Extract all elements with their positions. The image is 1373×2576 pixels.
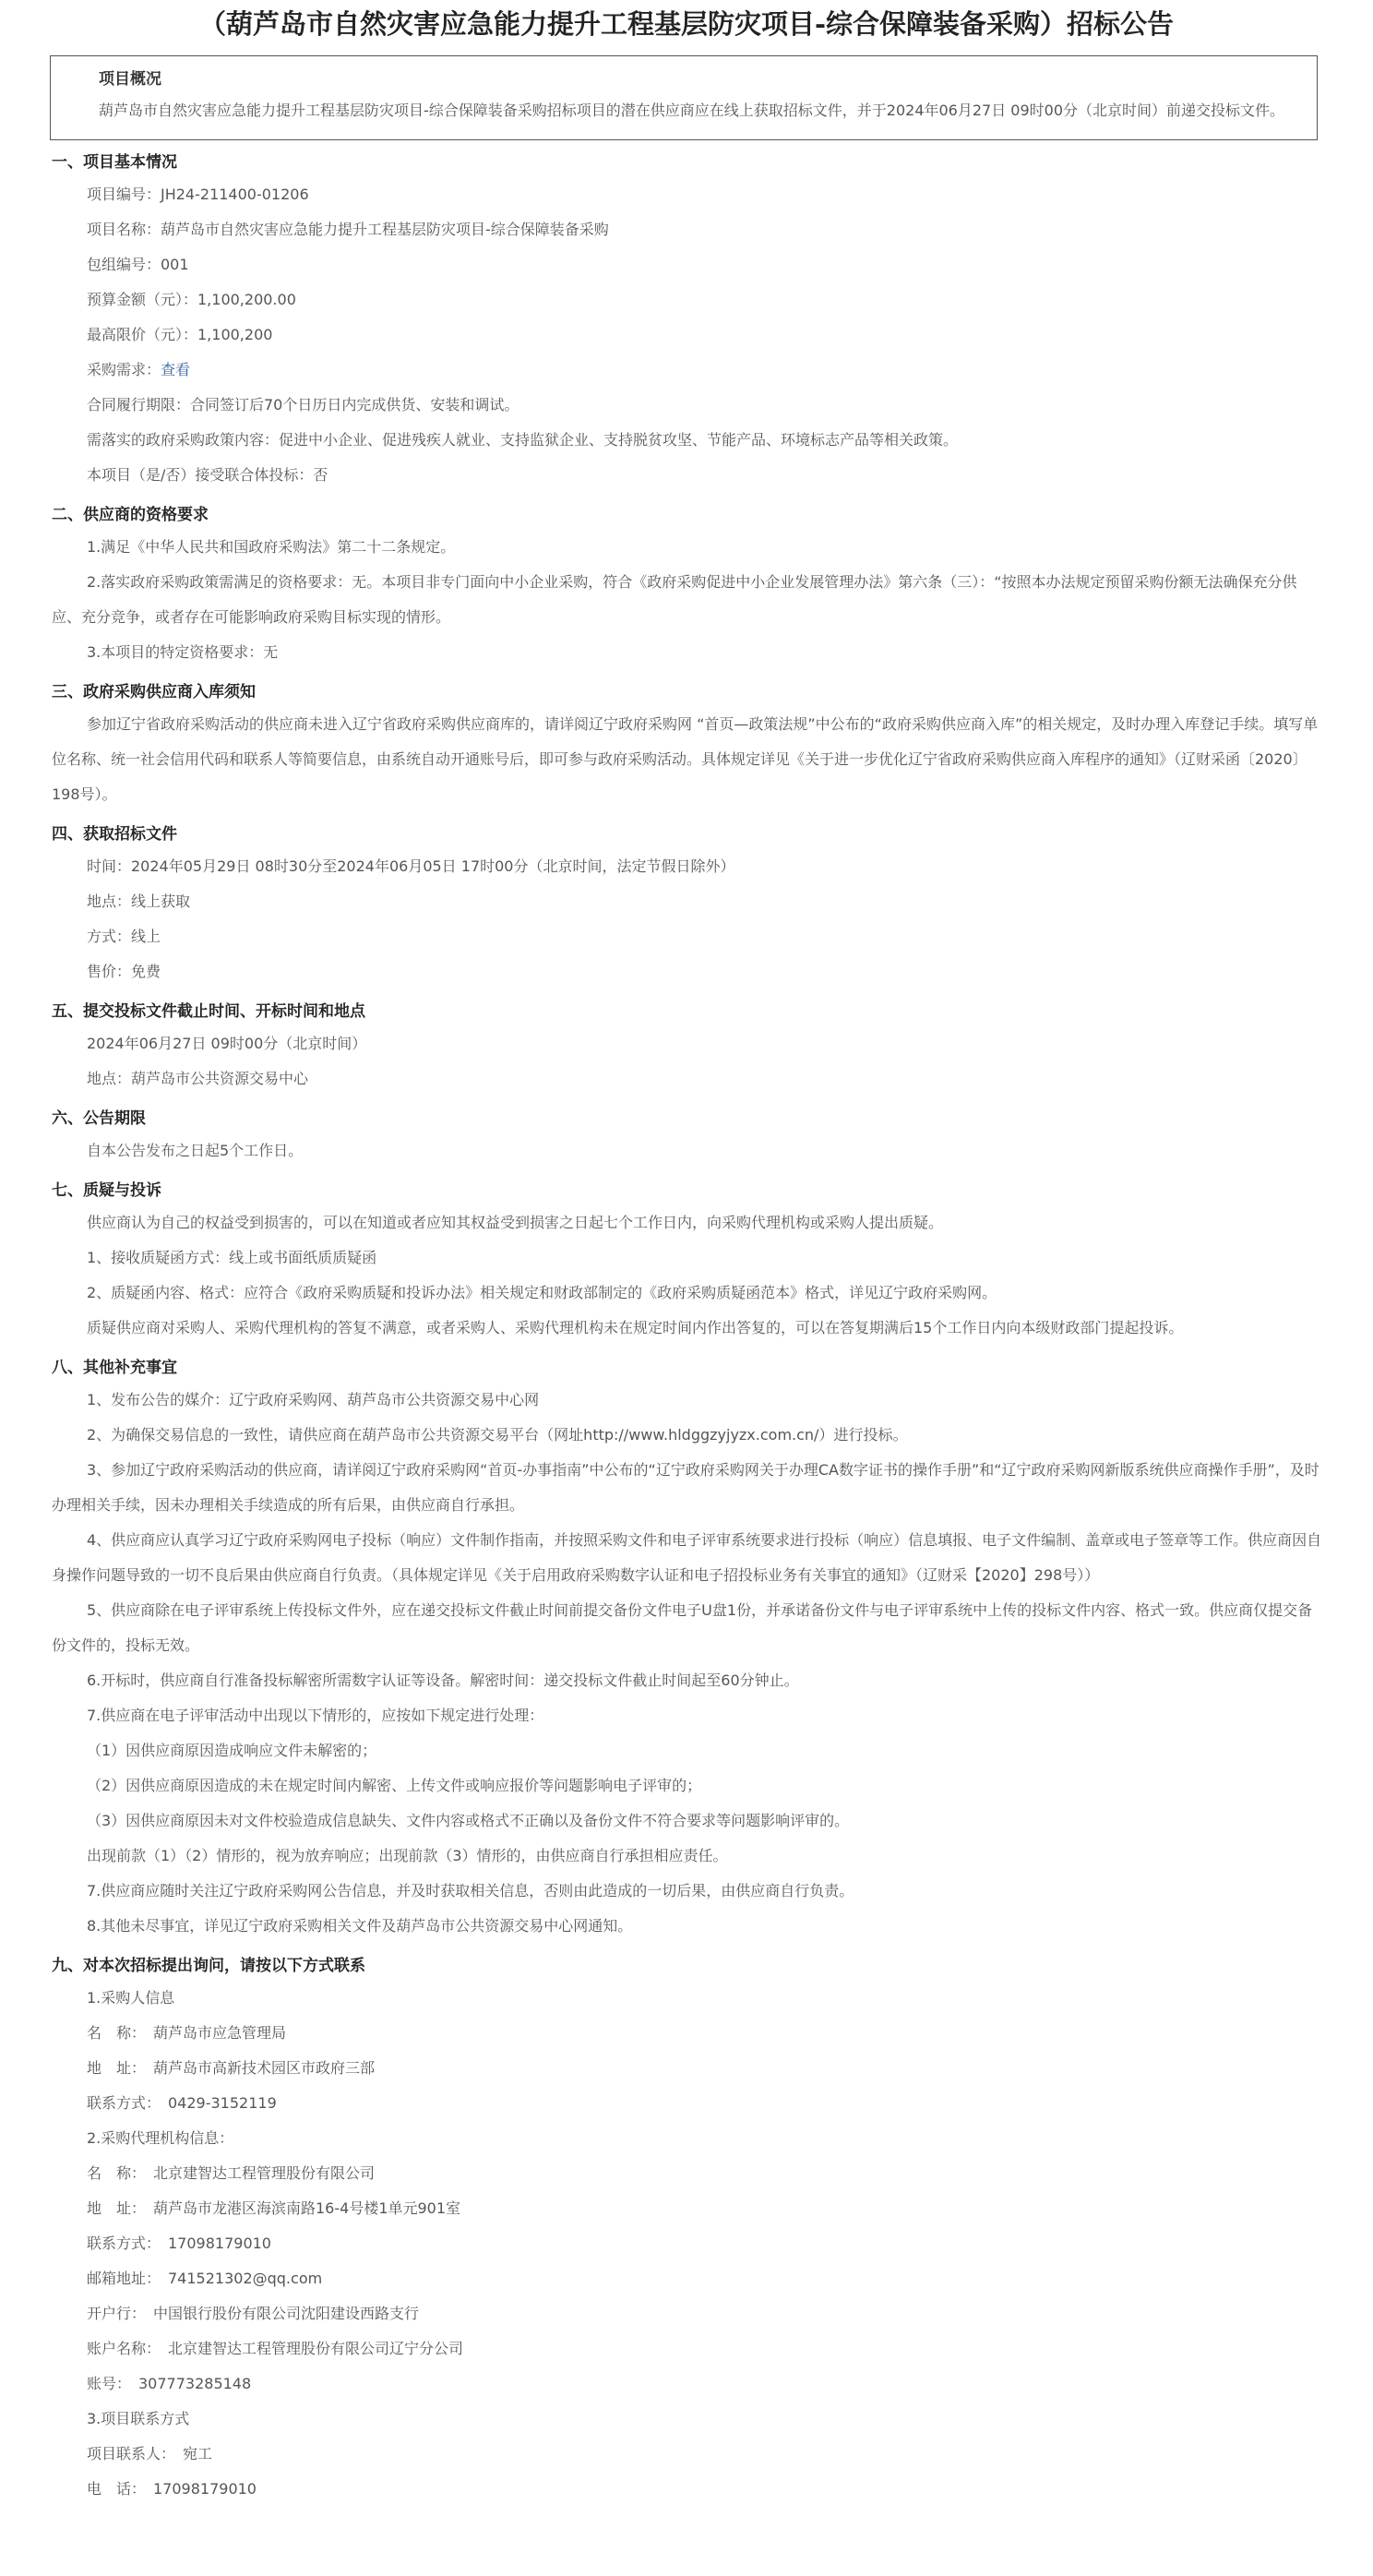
- obtain-time: 时间：2024年05月29日 08时30分至2024年06月05日 17时00分（北京时间，法定节假日除外）: [87, 857, 735, 875]
- section-heading: 三、政府采购供应商入库须知: [52, 683, 256, 701]
- contact-item: 地 址： 葫芦岛市高新技术园区市政府三部: [87, 2059, 376, 2077]
- contact-item: 名 称： 葫芦岛市应急管理局: [87, 2024, 287, 2042]
- other-item: 6.开标时，供应商自行准备投标解密所需数字认证等设备。解密时间：递交投标文件截止时间起至60分钟止。: [87, 1671, 799, 1689]
- other-item: （1）因供应商原因造成响应文件未解密的；: [87, 1742, 377, 1759]
- contact-item: 2.采购代理机构信息：: [87, 2129, 234, 2147]
- section-supplier-registration: [0, 677, 1373, 812]
- overview-heading: 项目概况: [99, 70, 161, 89]
- obtain-method: 方式：线上: [87, 928, 161, 945]
- section-contact: [0, 1951, 1373, 2507]
- procurement-demand-label: 采购需求：: [87, 361, 161, 378]
- section-heading: 四、获取招标文件: [52, 825, 177, 844]
- other-item: 3、参加辽宁政府采购活动的供应商，请详阅辽宁政府采购网“首页-办事指南”中公布的“辽宁政府采购网关于办理CA数字证书的操作手册”和“辽宁政府采购网新版系统供应商操作手册”，及时办理相关手续，因未办理相关手续造成的所有后果，由供应商自行承担。: [52, 1461, 1319, 1514]
- contact-item: 地 址： 葫芦岛市龙港区海滨南路16-4号楼1单元901室: [87, 2199, 461, 2217]
- other-item: 7.供应商应随时关注辽宁政府采购网公告信息，并及时获取相关信息，否则由此造成的一切后果，由供应商自行负责。: [87, 1882, 854, 1899]
- qualification-item: 2.落实政府采购政策需满足的资格要求：无。本项目非专门面向中小企业采购，符合《政府采购促进中小企业发展管理办法》第六条（三）：“按照本办法规定预留采购份额无法确保充分供应、充分竞争，或者存在可能影响政府采购目标实现的情形。: [52, 573, 1297, 626]
- project-name: 项目名称：葫芦岛市自然灾害应急能力提升工程基层防灾项目-综合保障装备采购: [87, 221, 609, 238]
- section-heading: 一、项目基本情况: [52, 153, 177, 172]
- contact-item: 联系方式： 0429-3152119: [87, 2094, 277, 2112]
- overview-text: 葫芦岛市自然灾害应急能力提升工程基层防灾项目-综合保障装备采购招标项目的潜在供应商应在线上获取招标文件，并于2024年06月27日 09时00分（北京时间）前递交投标文件。: [99, 102, 1285, 119]
- project-overview-box: [50, 55, 1318, 140]
- complaint-item: 质疑供应商对采购人、采购代理机构的答复不满意，或者采购人、采购代理机构未在规定时间内作出答复的，可以在答复期满后15个工作日内向本级财政部门提起投诉。: [87, 1319, 1184, 1336]
- other-item: 1、发布公告的媒介：辽宁政府采购网、葫芦岛市公共资源交易中心网: [87, 1391, 540, 1408]
- deadline-location: 地点：葫芦岛市公共资源交易中心: [87, 1070, 309, 1087]
- policy-content: 需落实的政府采购政策内容：促进中小企业、促进残疾人就业、支持监狱企业、支持脱贫攻坚、节能产品、环境标志产品等相关政策。: [87, 431, 959, 449]
- budget-amount: 预算金额（元）：1,100,200.00: [87, 291, 296, 308]
- contact-item: 电 话： 17098179010: [87, 2480, 257, 2498]
- qualification-item: 1.满足《中华人民共和国政府采购法》第二十二条规定。: [87, 538, 456, 556]
- obtain-price: 售价：免费: [87, 963, 161, 980]
- section-heading: 九、对本次招标提出询问，请按以下方式联系: [52, 1957, 365, 1975]
- complaint-item: 供应商认为自己的权益受到损害的，可以在知道或者应知其权益受到损害之日起七个工作日内，向采购代理机构或采购人提出质疑。: [87, 1214, 944, 1231]
- section-heading: 五、提交投标文件截止时间、开标时间和地点: [52, 1002, 365, 1021]
- section-qualifications: [0, 500, 1373, 670]
- contact-item: 邮箱地址： 741521302@qq.com: [87, 2270, 323, 2287]
- qualification-item: 3.本项目的特定资格要求：无: [87, 643, 279, 661]
- section-deadline: [0, 997, 1373, 1096]
- consortium-bidding: 本项目（是/否）接受联合体投标：否: [87, 466, 328, 484]
- view-demand-link[interactable]: 查看: [161, 361, 191, 378]
- section-basic-info: [0, 148, 1373, 493]
- other-item: 2、为确保交易信息的一致性，请供应商在葫芦岛市公共资源交易平台（网址http://www.hldggzyjyzx.com.cn/）进行投标。: [87, 1426, 908, 1444]
- obtain-location: 地点：线上获取: [87, 893, 191, 910]
- section-complaints: [0, 1176, 1373, 1346]
- package-number: 包组编号：001: [87, 256, 189, 273]
- other-item: 8.其他未尽事宜，详见辽宁政府采购相关文件及葫芦岛市公共资源交易中心网通知。: [87, 1917, 633, 1935]
- contact-item: 1.采购人信息: [87, 1989, 175, 2007]
- deadline-time: 2024年06月27日 09时00分（北京时间）: [87, 1035, 367, 1052]
- other-item: 7.供应商在电子评审活动中出现以下情形的，应按如下规定进行处理：: [87, 1707, 544, 1724]
- other-item: （3）因供应商原因未对文件校验造成信息缺失、文件内容或格式不正确以及备份文件不符合要求等问题影响评审的。: [87, 1812, 850, 1829]
- contact-item: 开户行： 中国银行股份有限公司沈阳建设西路支行: [87, 2305, 420, 2322]
- contact-item: 账户名称： 北京建智达工程管理股份有限公司辽宁分公司: [87, 2340, 464, 2357]
- section-heading: 八、其他补充事宜: [52, 1359, 177, 1377]
- notice-period-text: 自本公告发布之日起5个工作日。: [87, 1142, 304, 1159]
- section-heading: 七、质疑与投诉: [52, 1181, 161, 1200]
- section-other-matters: [0, 1353, 1373, 1944]
- contact-item: 联系方式： 17098179010: [87, 2235, 271, 2252]
- contact-item: 3.项目联系方式: [87, 2410, 190, 2427]
- contact-item: 名 称： 北京建智达工程管理股份有限公司: [87, 2164, 376, 2182]
- complaint-item: 1、接收质疑函方式：线上或书面纸质质疑函: [87, 1249, 377, 1266]
- page-title: （葫芦岛市自然灾害应急能力提升工程基层防灾项目-综合保障装备采购）招标公告: [198, 8, 1175, 40]
- registration-text: 参加辽宁省政府采购活动的供应商未进入辽宁省政府采购供应商库的，请详阅辽宁政府采购网 “首页—政策法规”中公布的“政府采购供应商入库”的相关规定，及时办理入库登记手续。填写单位名称、统一社会信用代码和联系人等简要信息，由系统自动开通账号后，即可参与政府采购活动。具体规定详见《关于进一步优化辽宁省政府采购供应商入库程序的通知》（辽财采函〔2020〕198号）。: [52, 715, 1319, 803]
- max-price: 最高限价（元）：1,100,200: [87, 326, 273, 343]
- other-item: （2）因供应商原因造成的未在规定时间内解密、上传文件或响应报价等问题影响电子评审的；: [87, 1777, 702, 1794]
- section-obtain-documents: [0, 820, 1373, 989]
- contact-item: 项目联系人： 宛工: [87, 2445, 213, 2462]
- contract-period: 合同履行期限：合同签订后70个日历日内完成供货、安装和调试。: [87, 396, 519, 413]
- other-item: 5、供应商除在电子评审系统上传投标文件外，应在递交投标文件截止时间前提交备份文件电子U盘1份，并承诺备份文件与电子评审系统中上传的投标文件内容、格式一致。供应商仅提交备份文件的，投标无效。: [52, 1601, 1313, 1654]
- section-heading: 六、公告期限: [52, 1109, 146, 1128]
- section-notice-period: [0, 1104, 1373, 1168]
- contact-item: 账号： 307773285148: [87, 2375, 252, 2392]
- complaint-item: 2、质疑函内容、格式：应符合《政府采购质疑和投诉办法》相关规定和财政部制定的《政府采购质疑函范本》格式，详见辽宁政府采购网。: [87, 1284, 997, 1301]
- procurement-demand: [52, 353, 1325, 388]
- other-item: 出现前款（1）（2）情形的，视为放弃响应；出现前款（3）情形的，由供应商自行承担相应责任。: [87, 1847, 728, 1864]
- section-heading: 二、供应商的资格要求: [52, 506, 209, 524]
- project-number: 项目编号：JH24-211400-01206: [87, 186, 309, 203]
- other-item: 4、供应商应认真学习辽宁政府采购网电子投标（响应）文件制作指南，并按照采购文件和电子评审系统要求进行投标（响应）信息填报、电子文件编制、盖章或电子签章等工作。供应商因自身操作问题导致的一切不良后果由供应商自行负责。（具体规定详见《关于启用政府采购数字认证和电子招投标业务有关事宜的通知》（辽财采【2020】298号））: [52, 1531, 1322, 1584]
